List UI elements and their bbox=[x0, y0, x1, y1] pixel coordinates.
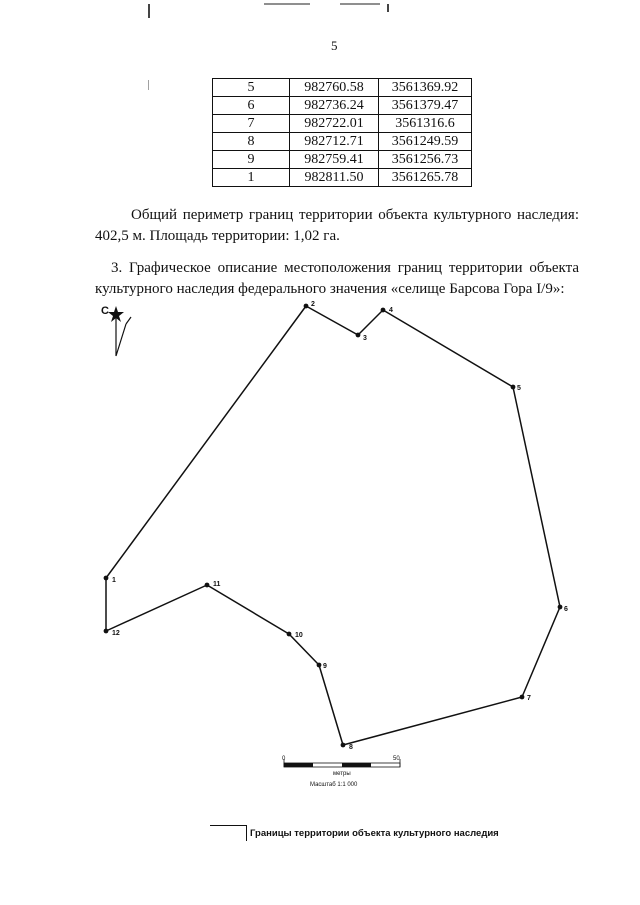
table-cell: 8 bbox=[213, 133, 290, 151]
boundary-point-label: 10 bbox=[295, 632, 303, 639]
table-cell: 6 bbox=[213, 97, 290, 115]
table-cell: 5 bbox=[213, 79, 290, 97]
boundary-point-7 bbox=[520, 695, 525, 700]
page-number: 5 bbox=[331, 38, 338, 53]
boundary-point-5 bbox=[511, 385, 516, 390]
perimeter-paragraph: Общий периметр границ территории объекта культурного наследия: 402,5 м. Площадь территории: 1,02 га. bbox=[95, 207, 579, 244]
table-cell: 9 bbox=[213, 151, 290, 169]
boundary-point-label: 6 bbox=[564, 606, 568, 613]
boundary-point-label: 7 bbox=[527, 695, 531, 702]
north-label: С bbox=[101, 305, 109, 317]
boundary-point-4 bbox=[381, 308, 386, 313]
boundary-point-11 bbox=[205, 583, 210, 588]
table-cell: 982760.58 bbox=[290, 79, 379, 97]
scale-unit-label: метры bbox=[333, 771, 351, 777]
table-cell: 3561316.6 bbox=[379, 115, 472, 133]
boundary-point-6 bbox=[558, 605, 563, 610]
table-cell: 982736.24 bbox=[290, 97, 379, 115]
table-cell: 982759.41 bbox=[290, 151, 379, 169]
boundary-point-label: 3 bbox=[363, 335, 367, 342]
boundary-point-3 bbox=[356, 333, 361, 338]
table-cell: 3561249.59 bbox=[379, 133, 472, 151]
table-cell: 3561369.92 bbox=[379, 79, 472, 97]
legend-line-symbol bbox=[210, 825, 246, 826]
table-cell: 1 bbox=[213, 169, 290, 187]
legend-text: Границы территории объекта культурного наследия bbox=[250, 828, 499, 839]
boundary-point-label: 11 bbox=[213, 581, 221, 588]
section-3-paragraph: 3. Графическое описание местоположения границ территории объекта культурного наследия федерального значения «селище Барсова Гора I/9»: bbox=[95, 260, 579, 297]
boundary-point-label: 5 bbox=[517, 385, 521, 392]
table-cell: 3561265.78 bbox=[379, 169, 472, 187]
territory-boundary-line bbox=[106, 306, 560, 745]
table-cell: 7 bbox=[213, 115, 290, 133]
scale-bar bbox=[282, 756, 400, 788]
boundary-point-label: 8 bbox=[349, 744, 353, 751]
scale-end-label: 50 bbox=[393, 756, 400, 762]
table-cell: 982712.71 bbox=[290, 133, 379, 151]
boundary-point-12 bbox=[104, 629, 109, 634]
boundary-point-label: 9 bbox=[323, 663, 327, 670]
table-cell: 982811.50 bbox=[290, 169, 379, 187]
boundary-point-2 bbox=[304, 304, 309, 309]
boundary-point-9 bbox=[317, 663, 322, 668]
table-cell: 3561256.73 bbox=[379, 151, 472, 169]
table-cell: 982722.01 bbox=[290, 115, 379, 133]
boundary-point-1 bbox=[104, 576, 109, 581]
boundary-point-label: 12 bbox=[112, 630, 120, 637]
scale-ratio-label: Масштаб 1:1 000 bbox=[310, 782, 358, 788]
boundary-point-label: 2 bbox=[311, 301, 315, 308]
scale-start-label: 0 bbox=[282, 756, 286, 762]
boundary-point-label: 4 bbox=[389, 307, 393, 314]
north-arrow-icon bbox=[108, 306, 131, 356]
boundary-point-10 bbox=[287, 632, 292, 637]
table-cell: 3561379.47 bbox=[379, 97, 472, 115]
boundary-point-label: 1 bbox=[112, 577, 116, 584]
legend-tick-symbol bbox=[246, 825, 247, 841]
boundary-point-8 bbox=[341, 743, 346, 748]
